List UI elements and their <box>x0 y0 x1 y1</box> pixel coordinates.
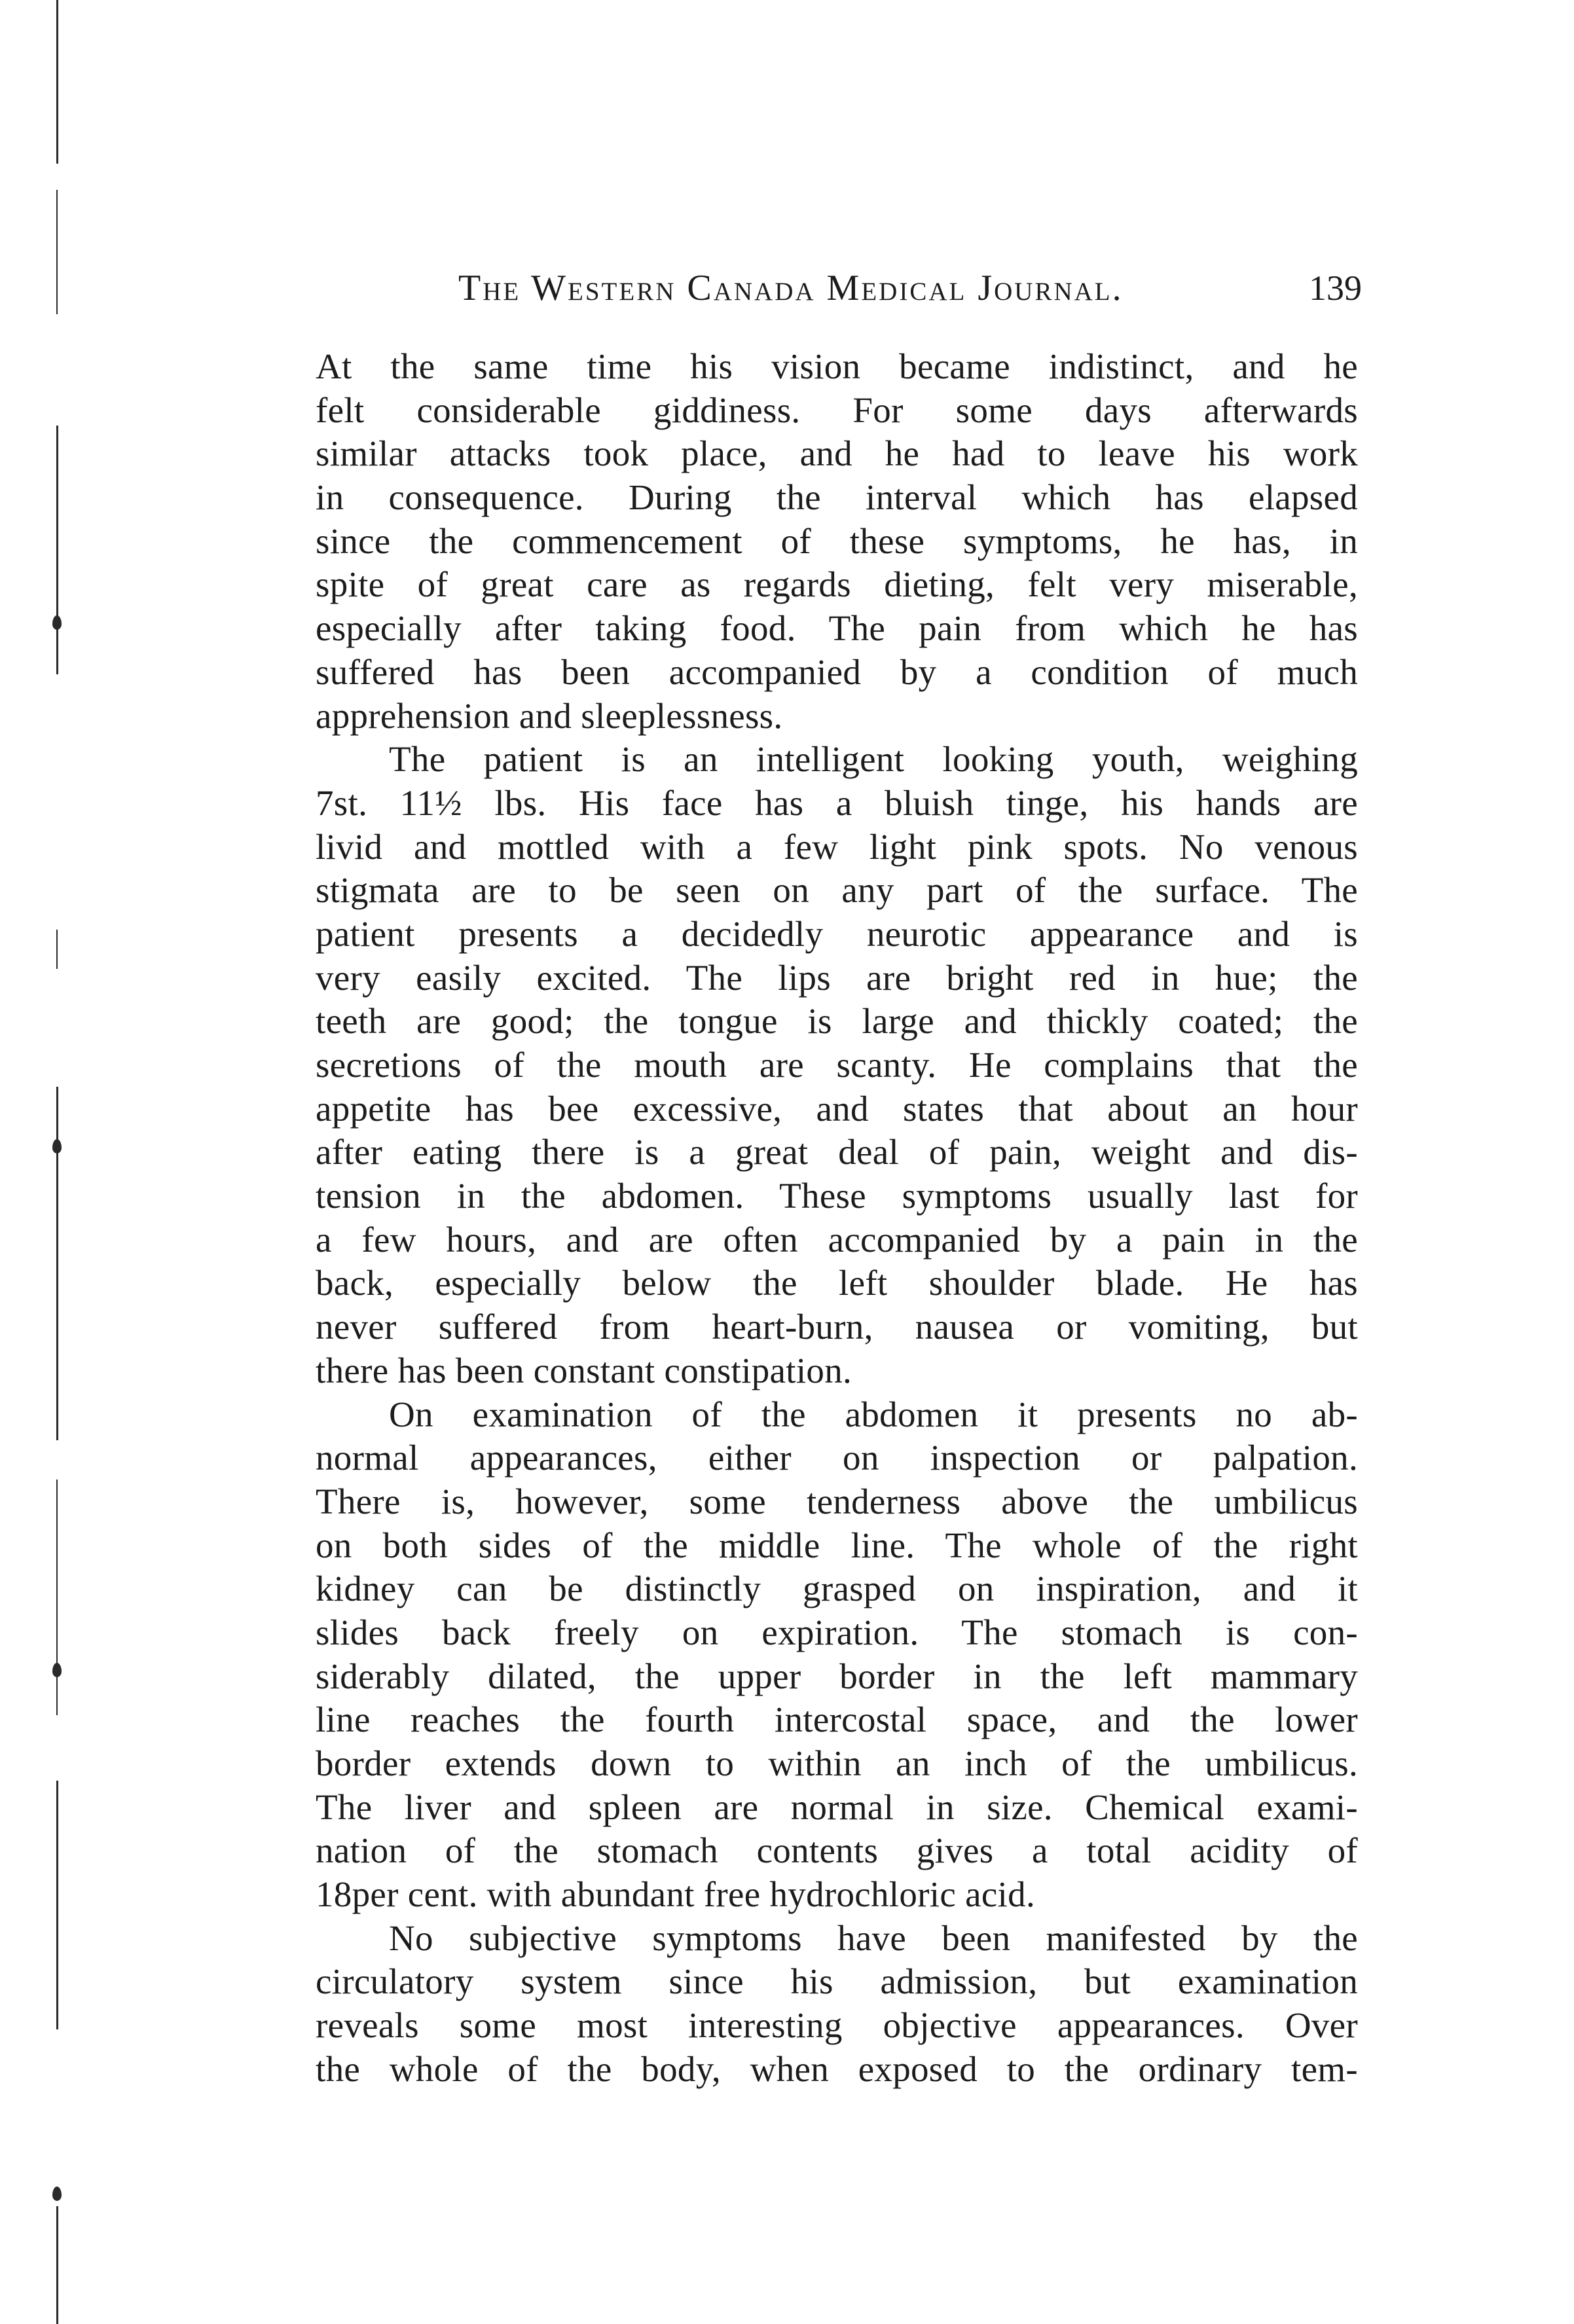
text-line: There is, however, some tenderness above the umbilicus <box>316 1481 1358 1521</box>
body-text <box>316 345 1358 2092</box>
text-line: apprehension and sleeplessness. <box>316 695 783 736</box>
text-line: never suffered from heart-burn, nausea or vomiting, but <box>316 1307 1358 1347</box>
text-line: suffered has been accompanied by a condition of much <box>316 651 1358 692</box>
text-line: normal appearances, either on inspection or palpation. <box>316 1438 1358 1478</box>
text-line: appetite has bee excessive, and states that about an hour <box>316 1088 1358 1129</box>
text-line: in consequence. During the interval which has elapsed <box>316 477 1358 518</box>
text-line: spite of great care as regards dieting, felt very miserable, <box>316 564 1358 605</box>
text-line: similar attacks took place, and he had to leave his work <box>316 433 1358 474</box>
text-line: circulatory system since his admission, but examination <box>316 1961 1358 2002</box>
binding-dot <box>52 1663 62 1677</box>
text-line: livid and mottled with a few light pink spots. No venous <box>316 826 1358 867</box>
text-line: reveals some most interesting objective appearances. Over <box>316 2005 1358 2046</box>
page-header <box>458 262 1362 314</box>
page-number: 139 <box>1309 268 1362 308</box>
text-line: back, especially below the left shoulder blade. He has <box>316 1263 1358 1303</box>
binding-edge-line <box>56 930 58 969</box>
binding-dot <box>52 615 62 630</box>
binding-edge-line <box>56 426 58 674</box>
binding-edge-line <box>56 1781 58 2029</box>
text-line: since the commencement of these symptoms, he has, in <box>316 520 1358 561</box>
text-line: On examination of the abdomen it presents no ab- <box>389 1394 1358 1434</box>
text-line: line reaches the fourth intercostal space, and the lower <box>316 1699 1358 1740</box>
text-line: 7st. 11½ lbs. His face has a bluish tinge, his hands are <box>316 782 1358 823</box>
text-line: At the same time his vision became indistinct, and he <box>316 346 1358 386</box>
text-line: The patient is an intelligent looking youth, weighing <box>389 739 1358 780</box>
text-line: slides back freely on expiration. The stomach is con- <box>316 1612 1358 1652</box>
binding-dot <box>52 2187 62 2201</box>
text-line: felt considerable giddiness. For some days afterwards <box>316 390 1358 430</box>
binding-edge-line <box>56 2206 58 2324</box>
text-line: there has been constant constipation. <box>316 1350 852 1390</box>
text-line: stigmata are to be seen on any part of the surface. The <box>316 870 1358 911</box>
text-line: The liver and spleen are normal in size. Chemical exami- <box>316 1787 1358 1827</box>
text-line: very easily excited. The lips are bright red in hue; the <box>316 957 1358 998</box>
text-line: on both sides of the middle line. The whole of the right <box>316 1525 1358 1565</box>
text-line: secretions of the mouth are scanty. He complains that the <box>316 1045 1358 1085</box>
text-line: siderably dilated, the upper border in the left mammary <box>316 1656 1358 1696</box>
text-line: No subjective symptoms have been manifested by the <box>389 1917 1358 1958</box>
binding-edge-line <box>56 1480 58 1715</box>
text-line: a few hours, and are often accompanied by a pain in the <box>316 1219 1358 1260</box>
text-line: after eating there is a great deal of pain, weight and dis- <box>316 1132 1358 1172</box>
binding-edge-line <box>56 0 58 164</box>
binding-dot <box>52 1139 62 1153</box>
binding-edge-line <box>56 190 58 314</box>
text-line: patient presents a decidedly neurotic appearance and is <box>316 913 1358 954</box>
text-line: 18per cent. with abundant free hydrochloric acid. <box>316 1874 1035 1915</box>
text-line: teeth are good; the tongue is large and thickly coated; the <box>316 1001 1358 1042</box>
text-line: the whole of the body, when exposed to the ordinary tem- <box>316 2048 1358 2089</box>
text-line: border extends down to within an inch of the umbilicus. <box>316 1743 1358 1783</box>
running-title: The Western Canada Medical Journal. <box>458 268 1124 308</box>
text-line: kidney can be distinctly grasped on inspiration, and it <box>316 1569 1358 1609</box>
text-line: tension in the abdomen. These symptoms usually last for <box>316 1176 1358 1216</box>
text-line: nation of the stomach contents gives a total acidity of <box>316 1830 1358 1871</box>
text-line: especially after taking food. The pain from which he has <box>316 608 1358 649</box>
